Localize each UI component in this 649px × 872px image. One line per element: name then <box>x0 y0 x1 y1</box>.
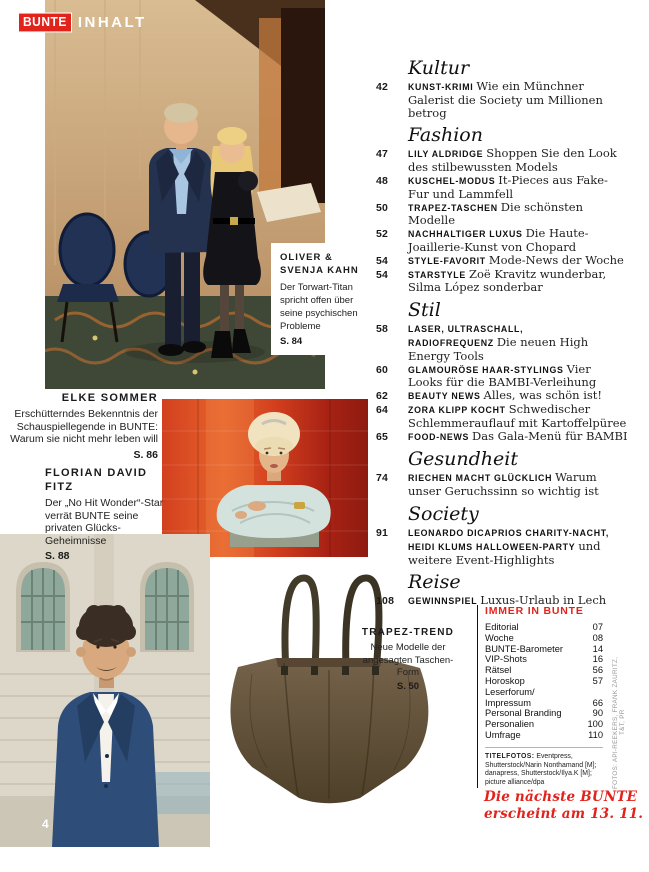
toc-section-reise <box>376 572 628 608</box>
feature-florian-body: Der „No Hit Wonder“-Star verrät BUNTE seine privaten Glücks-Geheimnisse <box>45 497 164 547</box>
index-row <box>485 687 603 698</box>
toc-section-kultur <box>376 58 628 119</box>
index-label: VIP-Shots <box>485 654 527 665</box>
index-row <box>485 665 603 676</box>
table-of-contents <box>376 58 628 608</box>
toc-section-gesundheit <box>376 449 628 498</box>
index-label: Woche <box>485 632 514 643</box>
entry-text: Shoppen Sie den Look des stilbewussten Models <box>408 146 617 175</box>
index-label: Impressum <box>485 697 531 708</box>
index-page: 07 <box>592 622 603 632</box>
entry-label: KUNST-KRIMI <box>408 82 474 92</box>
toc-entry <box>376 174 628 201</box>
index-page: 57 <box>592 675 603 686</box>
toc-entry <box>376 227 628 254</box>
toc-entry <box>376 268 628 295</box>
entry-page-number: 91 <box>376 526 389 539</box>
index-page: 14 <box>592 643 603 654</box>
index-label: Umfrage <box>485 729 521 740</box>
page-title: INHALT <box>77 14 147 31</box>
index-page: 56 <box>592 665 603 676</box>
caption-bag-title: TRAPEZ-TREND <box>361 627 455 638</box>
feature-elke-body: Erschütterndes Bekenntnis der Schauspiellegende in BUNTE: Warum sie nicht mehr leben will <box>10 408 158 445</box>
titelfotos-text: Eventpress, Shutterstock/Narin Nonthamand [M]; danapress, Shutterstock/Ilya.K [M]; picture alliance/dpa <box>485 752 597 787</box>
entry-page-number: 42 <box>376 81 389 93</box>
toc-entry <box>376 389 628 403</box>
feature-elke-page: S. 86 <box>133 448 158 461</box>
entry-text: Die Haute-Joaillerie-Kunst von Chopard <box>408 226 589 254</box>
toc-section-stil <box>376 300 628 443</box>
entry-text: Mode-News der Woche <box>488 252 624 267</box>
section-title: Gesundheit <box>408 448 519 471</box>
toc-entry <box>376 430 628 444</box>
entry-page-number: 60 <box>376 363 389 376</box>
caption-bag-body: Neue Modelle der angesagten Taschen-Form <box>362 642 454 678</box>
entry-text: Schwedischer Schlemmerauflauf mit Kartoffelpüree <box>408 401 627 430</box>
index-row <box>485 676 603 687</box>
entry-label: LILY ALDRIDGE <box>408 149 484 160</box>
entry-page-number: 108 <box>376 595 395 608</box>
entry-text: Zoë Kravitz wunderbar, Silma López sonderbar <box>408 266 607 295</box>
bunte-logo: BUNTE <box>18 13 72 33</box>
photo-florian-david-fitz <box>0 534 210 847</box>
index-label: Leserforum/ <box>485 686 535 697</box>
feature-florian-fitz <box>45 466 173 562</box>
entry-text: Luxus-Urlaub in Lech <box>480 593 607 608</box>
entry-label: LASER, ULTRASCHALL, RADIOFREQUENZ <box>408 324 524 348</box>
immer-title: IMMER IN BUNTE <box>485 605 584 617</box>
entry-label: BEAUTY NEWS <box>408 391 481 402</box>
section-title: Fashion <box>408 124 483 147</box>
section-title: Reise <box>408 571 461 594</box>
entry-page-number: 50 <box>376 201 389 214</box>
index-row <box>485 633 603 644</box>
entry-text: Das Gala-Menü für BAMBI <box>472 428 628 443</box>
entry-text: Die schönsten Modelle <box>408 199 583 228</box>
entry-label: NACHHALTIGER LUXUS <box>408 229 523 240</box>
index-label: Rätsel <box>485 665 512 676</box>
toc-entry <box>376 201 628 228</box>
index-page: 100 <box>587 719 603 730</box>
index-page: 110 <box>588 729 603 740</box>
entry-label: STYLE-FAVORIT <box>408 255 486 266</box>
entry-label: STARSTYLE <box>408 269 466 280</box>
titelfotos-credit <box>485 753 599 788</box>
toc-section-society <box>376 504 628 566</box>
entry-label: LEONARDO DICAPRIOS CHARITY-NACHT, HEIDI KLUMS HALLOWEEN-PARTY <box>408 527 609 552</box>
index-row <box>485 719 603 730</box>
entry-label: RIECHEN MACHT GLÜCKLICH <box>408 473 553 484</box>
feature-florian-title: FLORIAN DAVID FITZ <box>45 467 148 493</box>
entry-text: und weitere Event-Highlights <box>408 538 601 567</box>
caption-kahn-title: OLIVER & SVENJA KAHN <box>280 252 359 276</box>
entry-text: Warum unser Geruchssinn so wichtig ist <box>408 470 599 499</box>
entry-page-number: 58 <box>376 323 389 336</box>
toc-entry <box>376 526 628 566</box>
titelfotos-label: TITELFOTOS: <box>485 752 535 760</box>
index-page: 08 <box>592 632 603 643</box>
entry-label: FOOD-NEWS <box>408 431 470 442</box>
index-page: 66 <box>592 697 603 708</box>
feature-florian-page: S. 88 <box>45 550 70 562</box>
next-issue-note: Die nächste BUNTE erscheint am 13. 11. <box>484 789 644 822</box>
section-title: Society <box>408 502 479 525</box>
entry-label: GEWINNSPIEL <box>408 596 478 607</box>
section-title: Stil <box>408 299 441 322</box>
caption-kahn <box>271 243 367 355</box>
entry-page-number: 54 <box>376 254 389 267</box>
index-label: Horoskop <box>485 675 525 686</box>
entry-label: ZORA KLIPP KOCHT <box>408 404 506 415</box>
feature-elke-title: ELKE SOMMER <box>61 392 158 404</box>
caption-kahn-page: S. 84 <box>280 336 303 347</box>
index-page: 90 <box>592 708 603 719</box>
index-row <box>485 708 603 719</box>
index-label: BUNTE-Barometer <box>485 643 564 654</box>
index-row <box>485 622 603 633</box>
entry-page-number: 65 <box>376 430 389 443</box>
toc-entry <box>376 322 628 362</box>
caption-trapez-trend <box>352 626 464 692</box>
toc-section-fashion <box>376 125 628 294</box>
entry-label: TRAPEZ-TASCHEN <box>408 202 498 213</box>
toc-entry <box>376 363 628 390</box>
entry-label: GLAMOURÖSE HAAR-STYLINGS <box>408 364 564 375</box>
entry-page-number: 48 <box>376 174 389 187</box>
entry-page-number: 62 <box>376 390 389 403</box>
immer-in-bunte-box <box>477 605 603 788</box>
entry-page-number: 52 <box>376 228 389 241</box>
index-row <box>485 654 603 665</box>
photo-credit-vertical: FOTOS: API-REEKERS, FRANK ZAURITZ, T&T, PR <box>612 656 626 789</box>
divider <box>485 747 603 748</box>
masthead <box>18 13 147 32</box>
entry-text: Vier Looks für die BAMBI-Verleihung <box>408 361 597 390</box>
entry-page-number: 54 <box>376 268 389 281</box>
entry-page-number: 64 <box>376 403 389 416</box>
feature-elke-sommer <box>6 391 158 461</box>
index-label: Personalien <box>485 719 535 730</box>
toc-entry <box>376 403 628 430</box>
toc-entry <box>376 147 628 174</box>
toc-entry <box>376 471 628 498</box>
section-title: Kultur <box>408 57 470 79</box>
entry-page-number: 47 <box>376 148 389 161</box>
index-label: Editorial <box>485 622 519 632</box>
page-number: 4 <box>42 817 49 831</box>
entry-text: Die neuen High Energy Tools <box>408 334 589 363</box>
entry-text: Alles, was schön ist! <box>483 388 603 403</box>
entry-page-number: 74 <box>376 472 389 485</box>
entry-text: Wie ein Münchner Galerist die Society um Millionen betrog <box>408 79 603 120</box>
index-row <box>485 644 603 655</box>
entry-text: It-Pieces aus Fake-Fur und Lammfell <box>408 172 608 201</box>
index-page: 16 <box>592 654 603 665</box>
entry-label: KUSCHEL-MODUS <box>408 175 496 186</box>
toc-entry <box>376 254 628 268</box>
index-label: Personal Branding <box>485 708 562 719</box>
index-row <box>485 730 603 741</box>
index-row <box>485 698 603 709</box>
caption-kahn-body: Der Torwart-Titan spricht offen über seine psychischen Probleme <box>280 282 358 332</box>
toc-entry <box>376 80 628 119</box>
caption-bag-page: S. 50 <box>396 680 420 692</box>
